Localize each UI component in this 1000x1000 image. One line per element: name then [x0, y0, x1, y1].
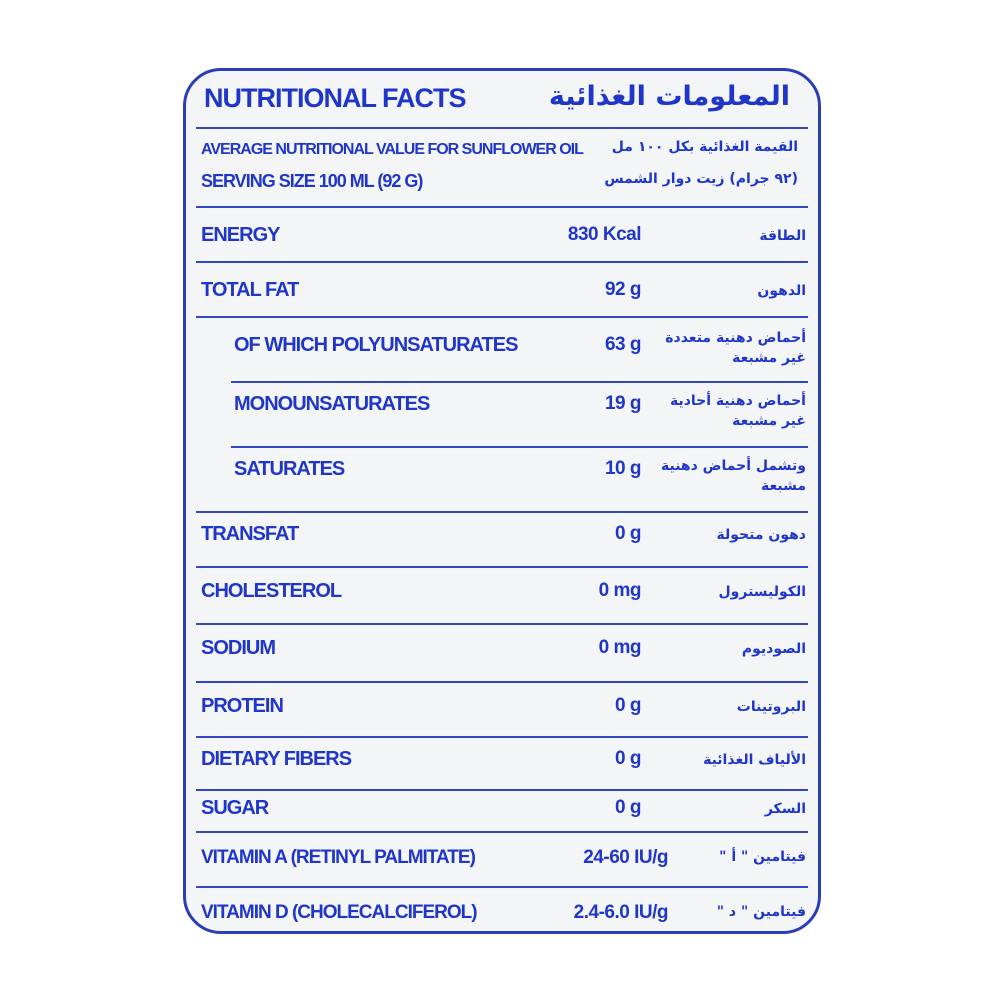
nutrient-amount: 10 g	[604, 458, 641, 479]
nutrition-facts-label	[183, 68, 821, 934]
divider	[231, 381, 808, 383]
divider	[196, 316, 808, 318]
serving-size-text: SERVING SIZE 100 ML (92 G)	[201, 171, 423, 191]
nutrient-name-arabic: أحماض دهنية أحادية غير مشبعة	[669, 393, 806, 429]
divider	[196, 127, 808, 129]
divider	[196, 681, 808, 683]
nutrient-amount: 19 g	[604, 393, 641, 414]
divider	[196, 261, 808, 263]
nutrient-name-arabic: السكر	[764, 801, 806, 817]
nutrient-name-arabic: الألياف الغذائية	[703, 752, 806, 768]
nutrient-amount: 830 Kcal	[567, 224, 641, 245]
nutrient-amount: 0 g	[615, 748, 641, 769]
nutrient-name: TOTAL FAT	[201, 279, 299, 301]
nutrient-name-arabic: أحماض دهنية متعددة غير مشبعة	[665, 330, 806, 366]
serving-size-text-arabic: (٩٢ جرام) زيت دوار الشمس	[604, 171, 798, 187]
title-arabic: المعلومات الغذائية	[548, 81, 790, 112]
nutrient-amount: 0 g	[615, 523, 641, 544]
nutrient-name: MONOUNSATURATES	[234, 393, 430, 415]
nutrient-amount: 0 g	[615, 695, 641, 716]
nutrient-name: DIETARY FIBERS	[201, 748, 352, 770]
nutrient-amount: 63 g	[604, 334, 641, 355]
nutrient-name-arabic: الكوليسترول	[718, 584, 806, 600]
nutrient-amount: 24-60 IU/g	[583, 847, 668, 868]
nutrient-name: PROTEIN	[201, 695, 283, 717]
divider	[196, 623, 808, 625]
title-row	[186, 77, 818, 121]
nutrient-name: OF WHICH POLYUNSATURATES	[234, 334, 518, 356]
nutrient-name-arabic: فيتامين " أ "	[719, 849, 806, 865]
divider	[196, 206, 808, 208]
nutrient-name-arabic: وتشمل أحماض دهنية مشبعة	[660, 458, 806, 494]
nutrient-name: VITAMIN A (RETINYL PALMITATE)	[201, 847, 475, 868]
nutrient-amount: 0 g	[615, 797, 641, 818]
nutrient-amount: 2.4-6.0 IU/g	[573, 902, 668, 923]
nutrient-name-arabic: البروتينات	[736, 699, 806, 715]
nutrient-amount: 92 g	[604, 279, 641, 300]
nutrient-name: TRANSFAT	[201, 523, 299, 545]
nutrient-name: SATURATES	[234, 458, 345, 480]
nutrient-name: CHOLESTEROL	[201, 580, 342, 602]
divider	[196, 789, 808, 791]
nutrient-name-arabic: الدهون	[757, 283, 806, 299]
nutrient-name: VITAMIN D (CHOLECALCIFEROL)	[201, 902, 477, 923]
nutrient-name-arabic: الصوديوم	[741, 641, 806, 657]
divider	[196, 831, 808, 833]
divider	[196, 566, 808, 568]
nutrient-name: SODIUM	[201, 637, 275, 659]
title-english: NUTRITIONAL FACTS	[204, 83, 466, 113]
divider	[196, 511, 808, 513]
average-value-text-arabic: القيمة الغذائية بكل ١٠٠ مل	[611, 139, 798, 155]
nutrient-name-arabic: الطاقة	[759, 228, 806, 244]
nutrient-name: ENERGY	[201, 224, 280, 246]
nutrient-amount: 0 mg	[598, 580, 641, 601]
average-value-text: AVERAGE NUTRITIONAL VALUE FOR SUNFLOWER OIL	[201, 141, 583, 158]
nutrient-name: SUGAR	[201, 797, 269, 819]
nutrient-amount: 0 mg	[598, 637, 641, 658]
nutrient-name-arabic: دهون متحولة	[716, 527, 806, 543]
divider	[196, 886, 808, 888]
divider	[231, 446, 808, 448]
divider	[196, 736, 808, 738]
nutrient-name-arabic: فيتامين " د "	[716, 904, 806, 920]
